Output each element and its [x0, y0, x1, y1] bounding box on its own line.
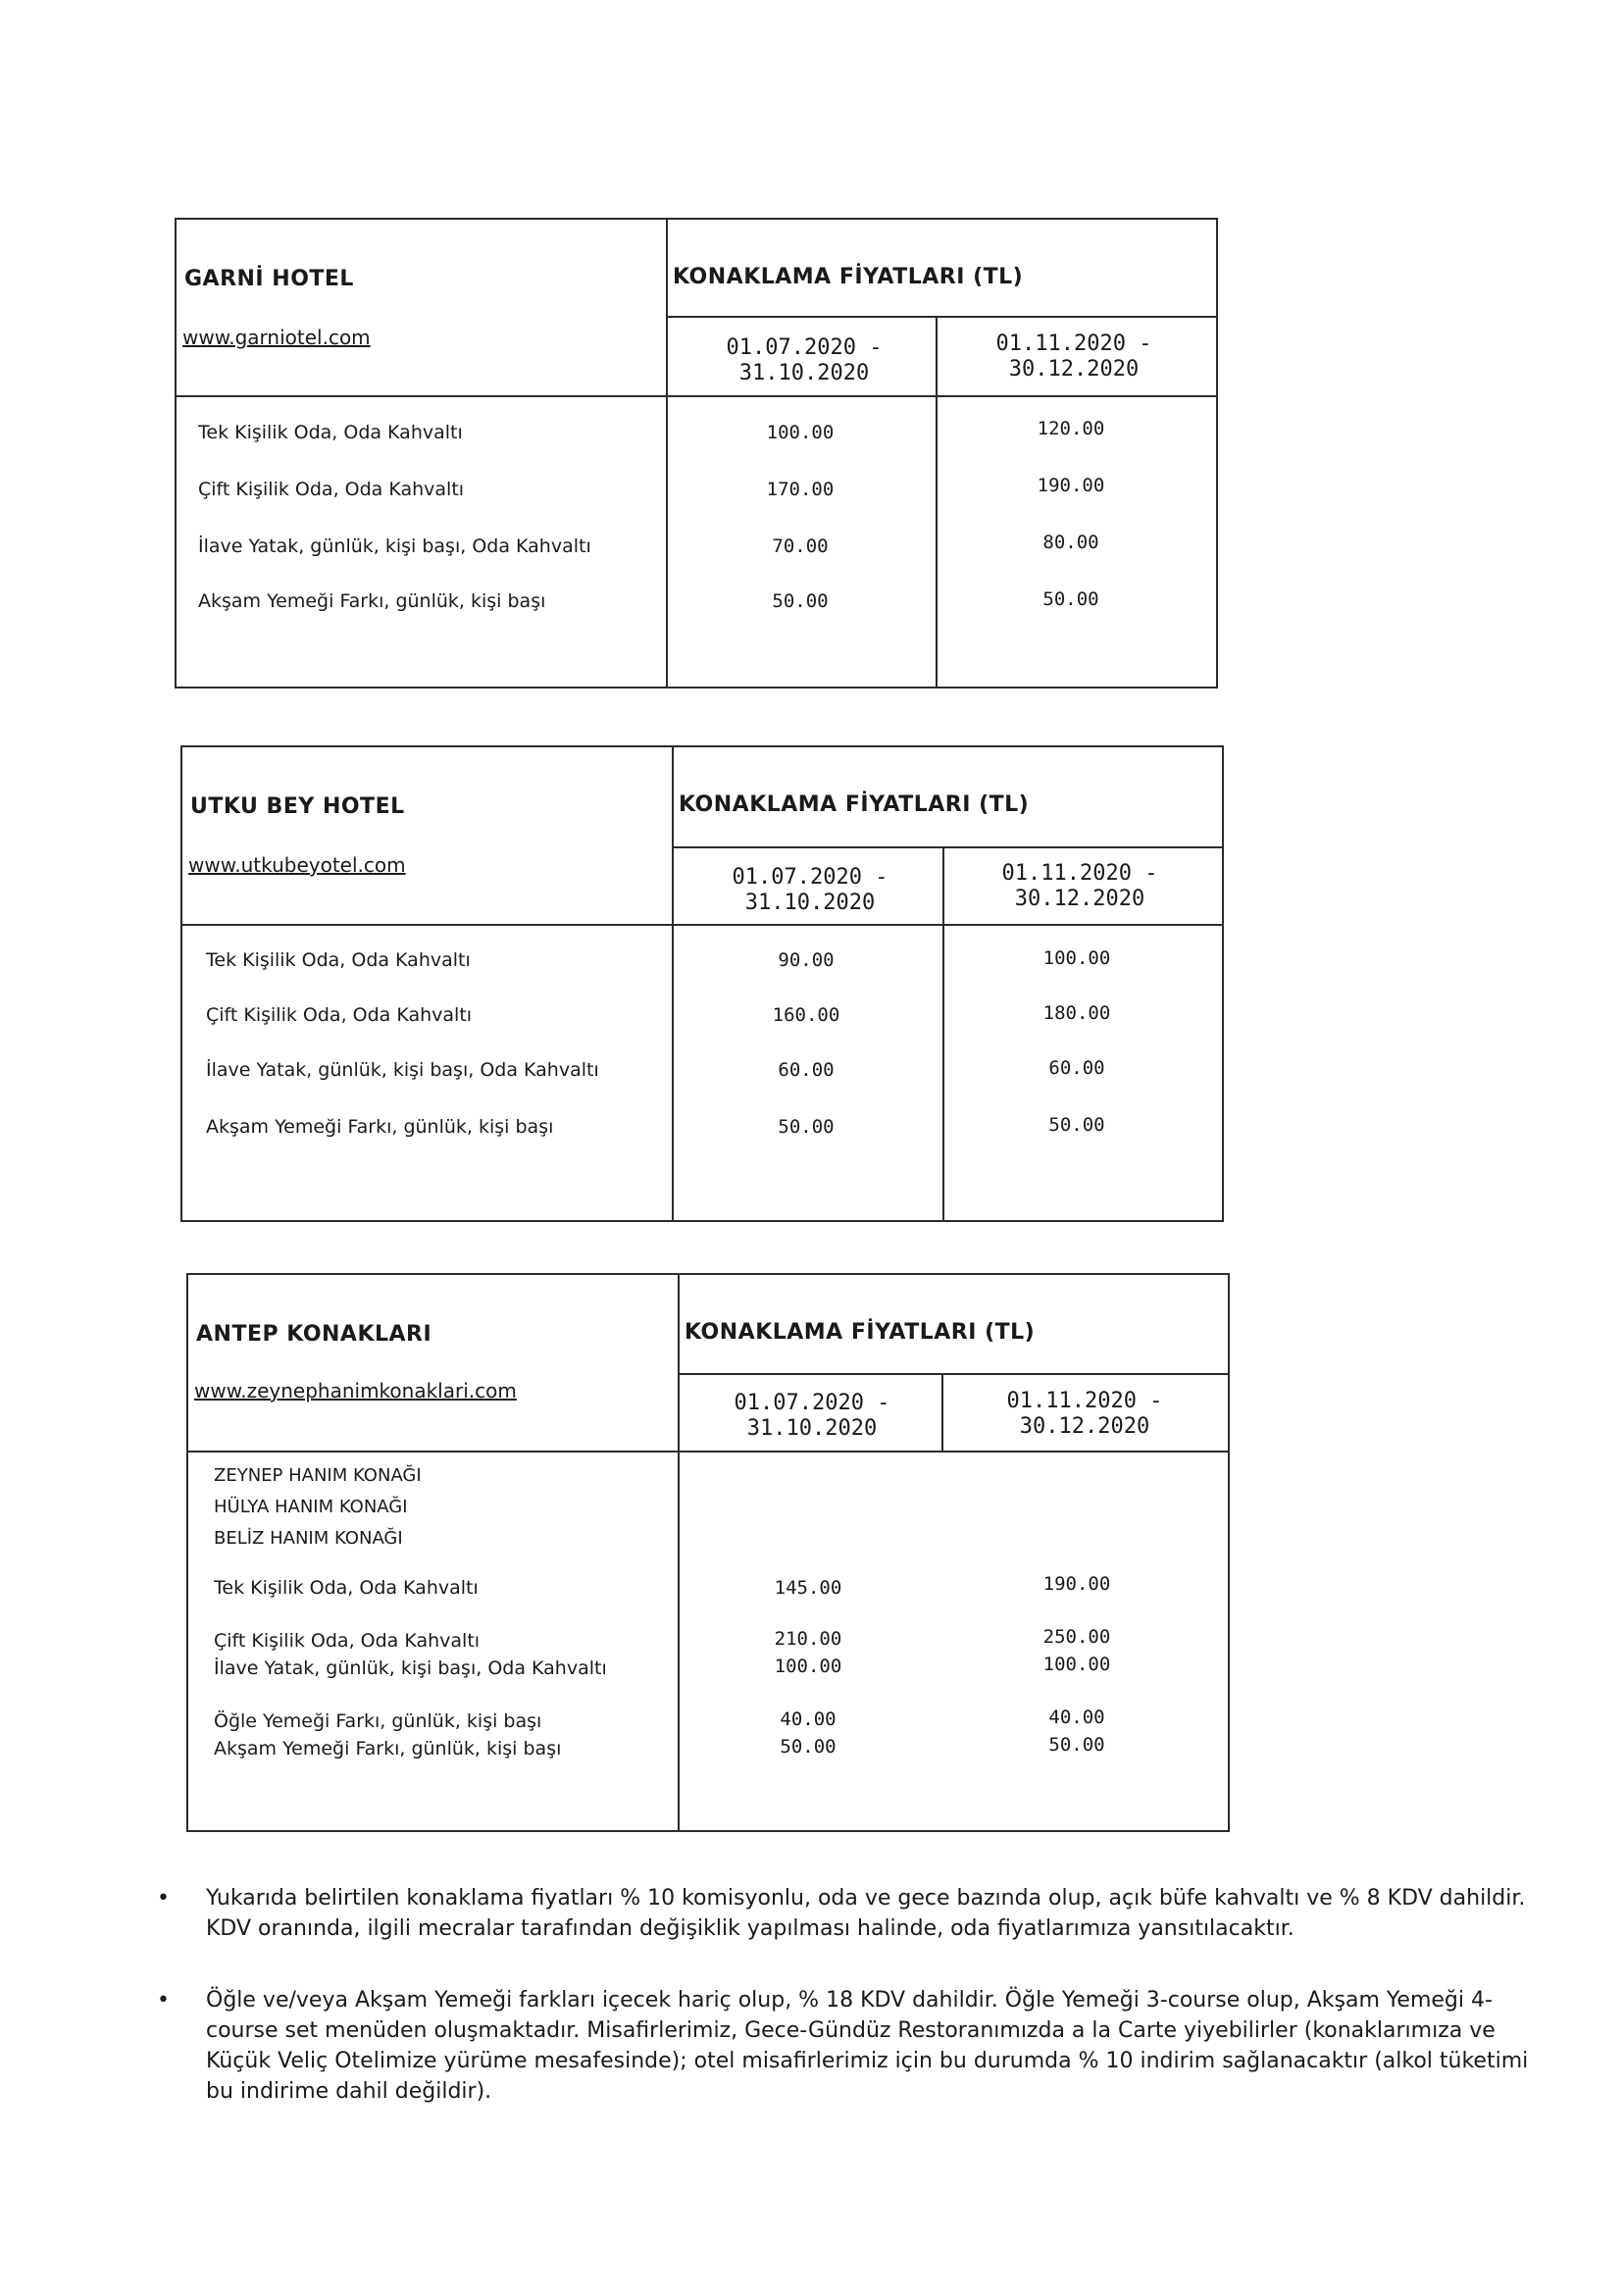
period-1-header: 01.07.2020 - 31.10.2020 [726, 335, 883, 385]
header-bottom-line [177, 395, 1216, 397]
row-value-period-1: 70.00 [772, 535, 829, 557]
row-label: Tek Kişilik Oda, Oda Kahvaltı [214, 1577, 479, 1599]
note-item [157, 1985, 1559, 2107]
row-value-period-2: 100.00 [1042, 947, 1111, 969]
hotel-name: UTKU BEY HOTEL [190, 794, 405, 819]
column-divider [672, 747, 674, 1220]
row-value-period-2: 190.00 [1042, 1573, 1111, 1595]
row-label: Çift Kişilik Oda, Oda Kahvaltı [214, 1630, 481, 1652]
period-divider [936, 316, 938, 687]
row-value-period-2: 100.00 [1042, 1654, 1111, 1675]
note-item [157, 1883, 1559, 1944]
konak-name: ZEYNEP HANIM KONAĞI [214, 1465, 422, 1486]
row-value-period-1: 100.00 [766, 422, 835, 443]
period-header-top-line [666, 316, 1216, 318]
row-value-period-2: 250.00 [1042, 1626, 1111, 1648]
row-label: Çift Kişilik Oda, Oda Kahvaltı [198, 479, 465, 500]
period-1-header: 01.07.2020 - 31.10.2020 [734, 1391, 890, 1441]
row-label: İlave Yatak, günlük, kişi başı, Oda Kahvaltı [198, 535, 591, 557]
row-value-period-2: 120.00 [1037, 418, 1105, 439]
row-value-period-1: 90.00 [778, 949, 835, 971]
row-value-period-2: 80.00 [1042, 532, 1099, 553]
row-label: Akşam Yemeği Farkı, günlük, kişi başı [198, 590, 546, 612]
row-label: Tek Kişilik Oda, Oda Kahvaltı [206, 949, 471, 971]
row-value-period-1: 50.00 [778, 1116, 835, 1138]
konak-name: BELİZ HANIM KONAĞI [214, 1528, 403, 1549]
hotel-card-garni [175, 218, 1218, 688]
hotel-card-utku-bey [180, 745, 1224, 1222]
prices-title: KONAKLAMA FİYATLARI (TL) [685, 1320, 1036, 1345]
period-divider [941, 1373, 943, 1451]
hotel-name: GARNİ HOTEL [184, 267, 354, 291]
row-value-period-2: 180.00 [1042, 1002, 1111, 1024]
row-value-period-2: 50.00 [1042, 588, 1099, 610]
row-label: Çift Kişilik Oda, Oda Kahvaltı [206, 1004, 473, 1026]
prices-title: KONAKLAMA FİYATLARI (TL) [679, 792, 1030, 817]
bullet-icon: • [157, 1988, 170, 2013]
period-2-header: 01.11.2020 - 30.12.2020 [1006, 1389, 1163, 1439]
row-value-period-2: 50.00 [1048, 1734, 1105, 1756]
row-value-period-1: 145.00 [774, 1577, 842, 1599]
konak-name: HÜLYA HANIM KONAĞI [214, 1497, 408, 1517]
row-value-period-2: 50.00 [1048, 1114, 1105, 1136]
row-label: Öğle Yemeği Farkı, günlük, kişi başı [214, 1710, 542, 1732]
row-label: İlave Yatak, günlük, kişi başı, Oda Kahvaltı [214, 1657, 607, 1679]
row-value-period-1: 50.00 [772, 590, 829, 612]
row-value-period-1: 50.00 [780, 1736, 837, 1758]
period-header-top-line [672, 846, 1222, 848]
column-divider [678, 1275, 680, 1830]
period-1-header: 01.07.2020 - 31.10.2020 [732, 865, 888, 915]
note-text: Öğle ve/veya Akşam Yemeği farkları içecek hariç olup, % 18 KDV dahildir. Öğle Yemeği 3-course olup, Akşam Yemeği 4-course set menüden oluşmaktadır. Misafirlerimiz, Gece-Gündüz Restoranımızda a la Carte yiyebilirler (konaklarımıza ve Küçük Veliç Otelimize yürüme mesafesinde); otel misafirlerimiz için bu durumda % 10 indirim sağlanacaktır (alkol tüketimi bu indirime dahil değildir). [206, 1988, 1529, 2104]
period-divider [942, 846, 944, 1220]
period-header-top-line [678, 1373, 1228, 1375]
hotel-website-link[interactable]: www.utkubeyotel.com [188, 853, 406, 877]
prices-title: KONAKLAMA FİYATLARI (TL) [673, 265, 1024, 289]
header-bottom-line [188, 1451, 1228, 1453]
hotel-card-antep-konaklari [186, 1273, 1230, 1832]
hotel-website-link[interactable]: www.zeynephanimkonaklari.com [194, 1379, 517, 1402]
column-divider [666, 220, 668, 687]
bullet-icon: • [157, 1886, 170, 1911]
row-label: Tek Kişilik Oda, Oda Kahvaltı [198, 422, 463, 443]
row-label: Akşam Yemeği Farkı, günlük, kişi başı [214, 1738, 562, 1759]
row-label: İlave Yatak, günlük, kişi başı, Oda Kahvaltı [206, 1059, 599, 1081]
hotel-website-link[interactable]: www.garniotel.com [182, 326, 371, 349]
row-value-period-1: 170.00 [766, 479, 835, 500]
period-2-header: 01.11.2020 - 30.12.2020 [995, 331, 1152, 382]
row-value-period-1: 100.00 [774, 1656, 842, 1677]
row-value-period-2: 40.00 [1048, 1707, 1105, 1728]
row-value-period-2: 190.00 [1037, 475, 1105, 496]
row-value-period-1: 60.00 [778, 1059, 835, 1081]
header-bottom-line [182, 924, 1222, 926]
row-value-period-1: 40.00 [780, 1708, 837, 1730]
row-value-period-1: 160.00 [772, 1004, 840, 1026]
row-value-period-2: 60.00 [1048, 1057, 1105, 1079]
row-value-period-1: 210.00 [774, 1628, 842, 1650]
row-label: Akşam Yemeği Farkı, günlük, kişi başı [206, 1116, 554, 1138]
hotel-name: ANTEP KONAKLARI [196, 1322, 432, 1347]
period-2-header: 01.11.2020 - 30.12.2020 [1001, 861, 1158, 911]
note-text: Yukarıda belirtilen konaklama fiyatları % 10 komisyonlu, oda ve gece bazında olup, açık büfe kahvaltı ve % 8 KDV dahildir. KDV oranında, ilgili mecralar tarafından değişiklik yapılması halinde, oda fiyatlarımıza yansıtılacaktır. [206, 1886, 1526, 1941]
